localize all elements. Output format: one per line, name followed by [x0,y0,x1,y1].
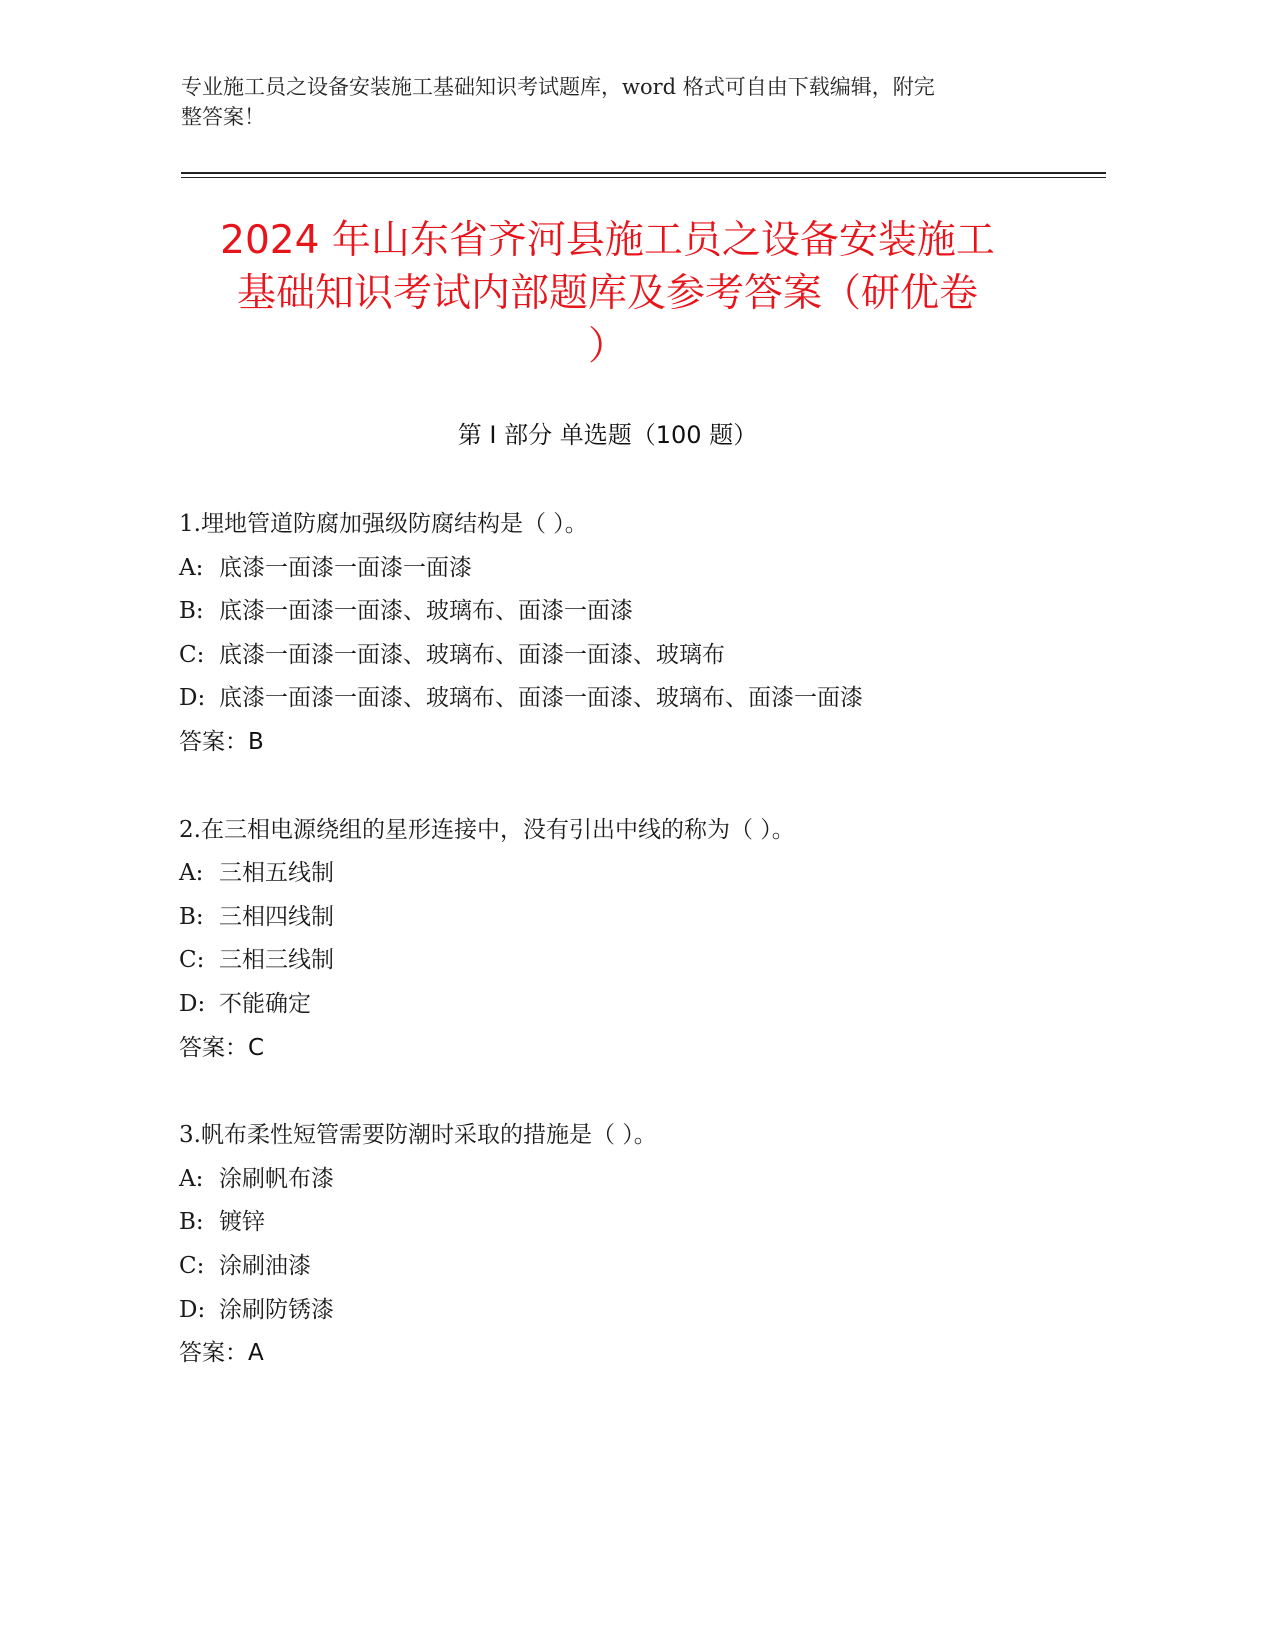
option-text: 底漆一面漆一面漆、玻璃布、面漆一面漆 [219,598,633,625]
option-text: 底漆一面漆一面漆、玻璃布、面漆一面漆、玻璃布 [219,641,725,668]
title-line-2: 基础知识考试内部题库及参考答案（研优卷 [236,271,978,316]
option-key: A: [179,1165,204,1192]
title-line-3: ） [587,324,627,369]
option-key: D: [179,1296,206,1323]
option-text: 三相四线制 [219,903,334,930]
option-c [179,634,1079,678]
option-key: C: [179,641,205,668]
header-line-1: 专业施工员之设备安装施工基础知识考试题库，word 格式可自由下载编辑，附完 [181,75,935,99]
document-title [160,214,1055,373]
option-b [179,590,1079,634]
option-text: 三相三线制 [219,947,334,974]
question-list [179,503,1079,1420]
option-key: D: [179,685,206,712]
option-key: B: [179,598,204,625]
answer: 答案：C [179,1034,265,1061]
question-stem: 2.在三相电源绕组的星形连接中，没有引出中线的称为（ ）。 [179,816,795,843]
option-text: 镀锌 [219,1209,265,1236]
option-key: B: [179,903,204,930]
question-stem: 1.埋地管道防腐加强级防腐结构是（ ）。 [179,511,588,537]
option-b [179,896,1079,940]
header-divider-thick [181,172,1106,174]
option-key: C: [179,947,205,974]
answer: 答案：B [179,728,264,755]
question-2 [179,809,1079,1071]
option-d [179,677,1079,721]
title-line-1: 2024 年山东省齐河县施工员之设备安装施工 [220,218,995,263]
option-text: 三相五线制 [219,860,334,887]
option-text: 涂刷油漆 [219,1252,311,1279]
option-text: 不能确定 [219,990,311,1017]
option-b [179,1201,1079,1245]
question-3 [179,1114,1079,1376]
header-line-2: 整答案！ [181,105,265,129]
header-divider-thin [181,177,1106,178]
option-c [179,939,1079,983]
option-c [179,1245,1079,1289]
question-1 [179,503,1079,765]
option-key: A: [179,554,204,581]
option-text: 底漆一面漆一面漆一面漆 [219,554,472,581]
option-text: 底漆一面漆一面漆、玻璃布、面漆一面漆、玻璃布、面漆一面漆 [219,685,863,712]
option-d [179,1289,1079,1333]
option-text: 涂刷防锈漆 [219,1296,334,1323]
option-text: 涂刷帆布漆 [219,1165,334,1192]
option-a [179,852,1079,896]
option-key: A: [179,860,204,887]
page-header [181,72,1041,132]
option-a [179,547,1079,591]
section-heading: 第 I 部分 单选题（100 题） [457,421,758,449]
answer: 答案：A [179,1340,264,1367]
option-key: B: [179,1209,204,1236]
option-d [179,983,1079,1027]
question-stem: 3.帆布柔性短管需要防潮时采取的措施是（ ）。 [179,1122,657,1149]
option-key: C: [179,1252,205,1279]
option-a [179,1158,1079,1202]
option-key: D: [179,990,206,1017]
